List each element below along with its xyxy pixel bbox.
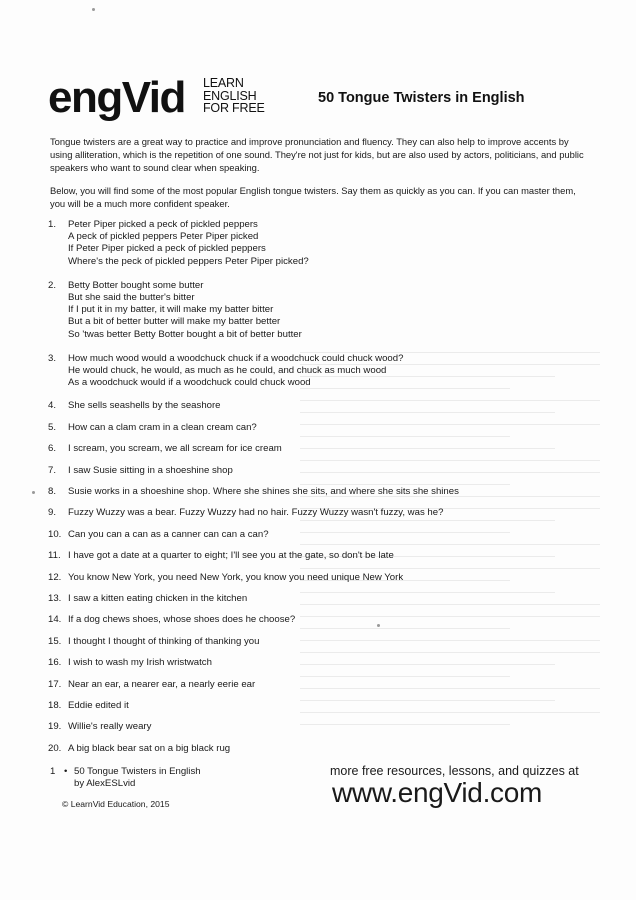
twister-line: I have got a date at a quarter to eight; I'll see you at the gate, so don't be late xyxy=(68,550,394,562)
twister-line: But she said the butter's bitter xyxy=(68,292,195,304)
item-text xyxy=(68,614,295,626)
twister-line: A big black bear sat on a big black rug xyxy=(68,742,231,754)
footer-promo xyxy=(330,764,579,808)
twister-line: He would chuck, he would, as much as he could, and chuck as much wood xyxy=(68,365,387,377)
twister-line: She sells seashells by the seashore xyxy=(68,400,221,412)
twister-line: Peter Piper picked a peck of pickled peppers xyxy=(68,219,258,230)
item-number: 15. xyxy=(48,635,62,647)
item-number: 16. xyxy=(48,657,62,669)
footer-author: by AlexESLvid xyxy=(74,778,136,789)
item-text xyxy=(68,657,212,669)
website-url: www.engVid.com xyxy=(332,777,543,808)
item-text xyxy=(68,679,255,691)
twister-line: If a dog chews shoes, whose shoes does he choose? xyxy=(68,614,296,626)
twister-line: Near an ear, a nearer ear, a nearly eerie ear xyxy=(68,678,256,690)
twister-line: I scream, you scream, we all scream for ice cream xyxy=(68,443,282,455)
item-text xyxy=(68,280,302,341)
intro-section xyxy=(50,135,590,220)
paper-speck xyxy=(32,491,35,494)
logo-tagline-line: FOR FREE xyxy=(203,101,265,115)
logo-tagline-line: LEARN xyxy=(203,76,244,90)
item-text xyxy=(68,353,403,390)
item-number: 1. xyxy=(48,219,57,230)
list-item xyxy=(48,700,588,712)
promo-text: more free resources, lessons, and quizzes at xyxy=(330,764,579,778)
item-number: 9. xyxy=(48,507,57,519)
item-number: 19. xyxy=(48,721,62,733)
list-item xyxy=(48,679,588,691)
twister-line: You know New York, you need New York, you know you need unique New York xyxy=(68,571,404,583)
twister-line: I saw a kitten eating chicken in the kitchen xyxy=(68,592,248,604)
item-text xyxy=(68,443,282,455)
twister-line: As a woodchuck would if a woodchuck could chuck wood xyxy=(68,377,311,389)
item-number: 11. xyxy=(48,550,61,562)
intro-paragraph: Tongue twisters are a great way to practice and improve pronunciation and fluency. They can also help to improve accents by using alliteration, which is the repetition of one sound. They're not just for kids, but are also used by actors, politicians, and public speakers who want to sound clear when speaking. xyxy=(50,136,584,173)
item-text xyxy=(68,572,403,584)
item-text xyxy=(68,465,233,477)
twister-line: Betty Botter bought some butter xyxy=(68,279,204,291)
twister-line: How much wood would a woodchuck chuck if a woodchuck could chuck wood? xyxy=(68,352,404,364)
list-item xyxy=(48,280,588,341)
twister-line: Susie works in a shoeshine shop. Where she shines she sits, and where she sits she shines xyxy=(68,486,459,497)
list-item xyxy=(48,465,588,477)
footer-doc-name: 50 Tongue Twisters in English xyxy=(74,766,201,777)
list-item xyxy=(48,353,588,390)
list-item xyxy=(48,593,588,605)
list-item xyxy=(48,721,588,733)
list-item xyxy=(48,614,588,626)
twister-line: If Peter Piper picked a peck of pickled peppers xyxy=(68,243,266,255)
twister-line: A peck of pickled peppers Peter Piper picked xyxy=(68,231,259,243)
item-number: 20. xyxy=(48,742,62,754)
item-text xyxy=(68,507,443,519)
item-text xyxy=(68,743,230,755)
list-item xyxy=(48,400,588,412)
list-item xyxy=(48,572,588,584)
twister-line: Can you can a can as a canner can can a can? xyxy=(68,528,269,540)
intro-paragraph: Below, you will find some of the most popular English tongue twisters. Say them as quickly as you can. If you can master them, you will be a much more confident speaker. xyxy=(50,185,576,209)
item-number: 17. xyxy=(48,678,62,690)
paper-speck xyxy=(92,8,95,11)
item-number: 6. xyxy=(48,443,57,455)
bullet-separator: • xyxy=(64,766,68,777)
item-text xyxy=(68,486,459,498)
item-text xyxy=(68,219,309,268)
page-number: 1 xyxy=(50,766,56,777)
item-text xyxy=(68,422,257,434)
footer-document-info xyxy=(50,766,201,790)
twister-line: So 'twas better Betty Botter bought a bit of better butter xyxy=(68,328,302,340)
twister-line: Willie's really weary xyxy=(68,721,152,733)
twister-line: How can a clam cram in a clean cream can? xyxy=(68,421,257,433)
list-item xyxy=(48,219,588,268)
twister-line: Fuzzy Wuzzy was a bear. Fuzzy Wuzzy had no hair. Fuzzy Wuzzy wasn't fuzzy, was he? xyxy=(68,507,444,519)
list-item xyxy=(48,422,588,434)
item-text xyxy=(68,721,151,733)
item-number: 13. xyxy=(48,592,62,604)
logo-tagline-line: ENGLISH xyxy=(203,88,257,103)
item-number: 2. xyxy=(48,279,57,291)
list-item xyxy=(48,507,588,519)
tongue-twister-list xyxy=(48,219,588,764)
list-item xyxy=(48,550,588,562)
item-number: 5. xyxy=(48,421,57,433)
logo-tagline xyxy=(203,77,283,115)
twister-line: I wish to wash my Irish wristwatch xyxy=(68,657,212,669)
item-text xyxy=(68,700,129,712)
twister-line: I thought I thought of thinking of thanking you xyxy=(68,635,260,647)
copyright-notice: © LearnVid Education, 2015 xyxy=(62,799,170,809)
list-item xyxy=(48,443,588,455)
item-number: 8. xyxy=(48,486,57,497)
item-number: 14. xyxy=(48,614,62,626)
item-text xyxy=(68,593,247,605)
item-number: 18. xyxy=(48,699,62,711)
list-item xyxy=(48,529,588,541)
list-item xyxy=(48,636,588,648)
item-number: 10. xyxy=(48,528,62,540)
item-number: 3. xyxy=(48,352,57,364)
twister-line: Where's the peck of pickled peppers Peter Piper picked? xyxy=(68,255,309,267)
item-number: 7. xyxy=(48,464,57,476)
item-text xyxy=(68,529,269,541)
twister-line: If I put it in my batter, it will make my batter bitter xyxy=(68,304,274,316)
item-number: 4. xyxy=(48,400,57,412)
list-item xyxy=(48,486,588,498)
item-number: 12. xyxy=(48,571,62,583)
logo-wordmark: engVid xyxy=(48,73,185,122)
item-text xyxy=(68,550,394,562)
document-title: 50 Tongue Twisters in English xyxy=(318,90,525,106)
item-text xyxy=(68,400,221,412)
twister-line: But a bit of better butter will make my batter better xyxy=(68,316,281,328)
list-item xyxy=(48,657,588,669)
item-text xyxy=(68,636,259,648)
twister-line: Eddie edited it xyxy=(68,699,129,711)
twister-line: I saw Susie sitting in a shoeshine shop xyxy=(68,464,233,476)
list-item xyxy=(48,743,588,755)
